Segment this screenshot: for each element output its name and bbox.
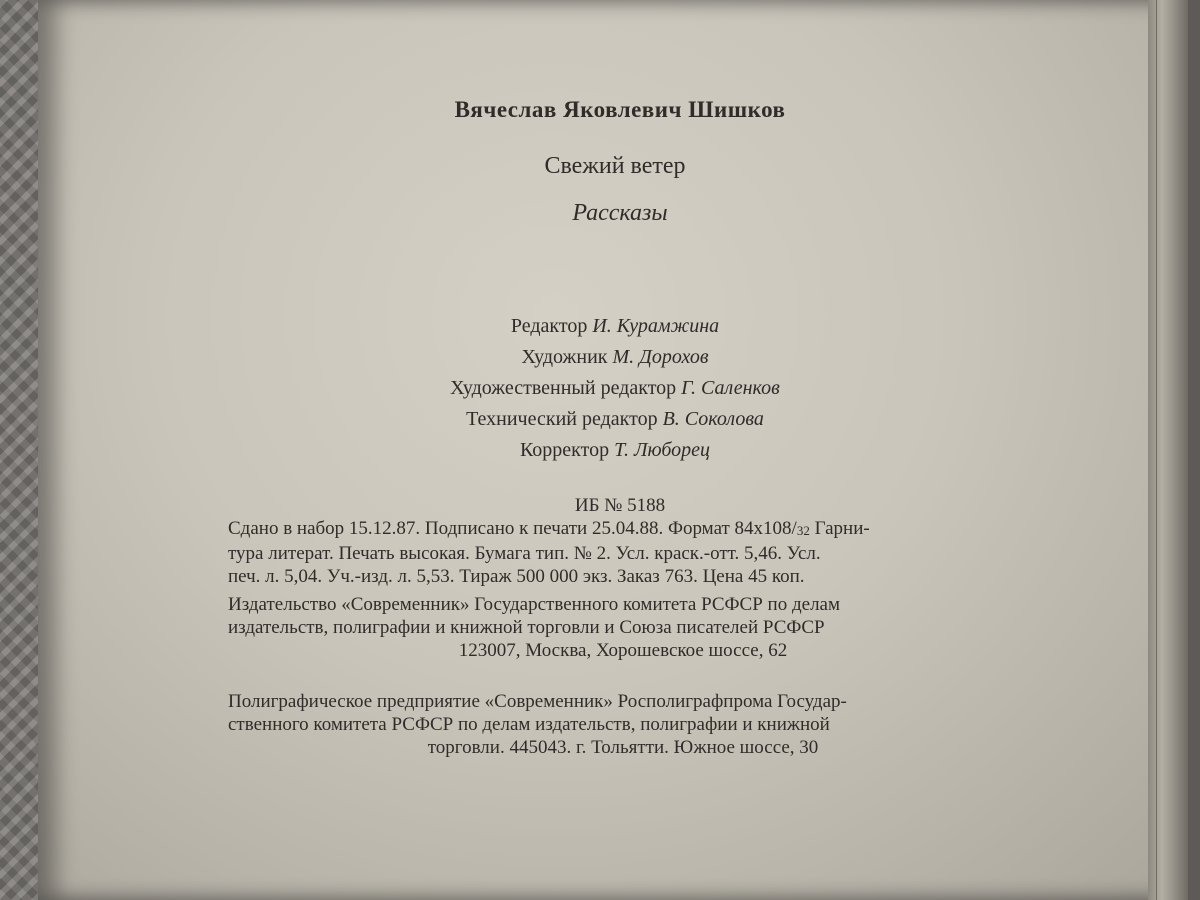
publisher-line-1: Издательство «Современник» Государственного комитета РСФСР по делам	[228, 594, 841, 615]
credit-role: Художник	[521, 346, 608, 368]
book-title: Свежий ветер	[544, 153, 686, 179]
credit-role: Технический редактор	[466, 408, 658, 430]
credit-artist	[0, 342, 1200, 373]
specs-line-1-b: Гарни-	[809, 518, 870, 539]
printer-line-2: ственного комитета РСФСР по делам издательств, полиграфии и книжной	[228, 714, 830, 735]
specs-line-2: тура литерат. Печать высокая. Бумага тип. № 2. Усл. краск.-отт. 5,46. Усл.	[228, 543, 821, 564]
credit-art-editor	[0, 373, 1200, 404]
printer-info	[228, 690, 1018, 759]
credit-person: И. Курамжина	[592, 315, 720, 337]
specs-line-3: печ. л. 5,04. Уч.-изд. л. 5,53. Тираж 500 000 экз. Заказ 763. Цена 45 коп.	[228, 566, 805, 587]
book-subtitle: Рассказы	[572, 200, 668, 226]
format-fraction: 32	[796, 523, 810, 538]
credit-role: Редактор	[510, 315, 588, 337]
specs-line-1-a: Сдано в набор 15.12.87. Подписано к печати 25.04.88. Формат 84x108/	[228, 518, 797, 539]
credit-person: Г. Саленков	[681, 377, 780, 399]
printer-line-1: Полиграфическое предприятие «Современник» Росполиграфпрома Государ-	[228, 691, 847, 712]
printer-address: торговли. 445043. г. Тольятти. Южное шоссе, 30	[427, 737, 819, 758]
credit-person: М. Дорохов	[612, 346, 709, 368]
credit-tech-editor	[0, 404, 1200, 435]
specs-line-1	[228, 517, 870, 542]
author-name: Вячеслав Яковлевич Шишков	[454, 97, 786, 122]
credits-list	[0, 311, 1200, 466]
publisher-line-2: издательств, полиграфии и книжной торговли и Союза писателей РСФСР	[228, 617, 825, 638]
print-specs	[228, 517, 870, 588]
credit-person: Т. Люборец	[614, 439, 711, 461]
credit-person: В. Соколова	[662, 408, 764, 430]
publisher-info	[228, 593, 1018, 662]
credit-role: Корректор	[519, 439, 610, 461]
publisher-address: 123007, Москва, Хорошевское шоссе, 62	[458, 640, 788, 661]
credit-proofreader	[0, 435, 1200, 466]
ib-number: ИБ № 5188	[574, 495, 666, 516]
credit-editor	[0, 311, 1200, 342]
credit-role: Художественный редактор	[450, 377, 677, 399]
